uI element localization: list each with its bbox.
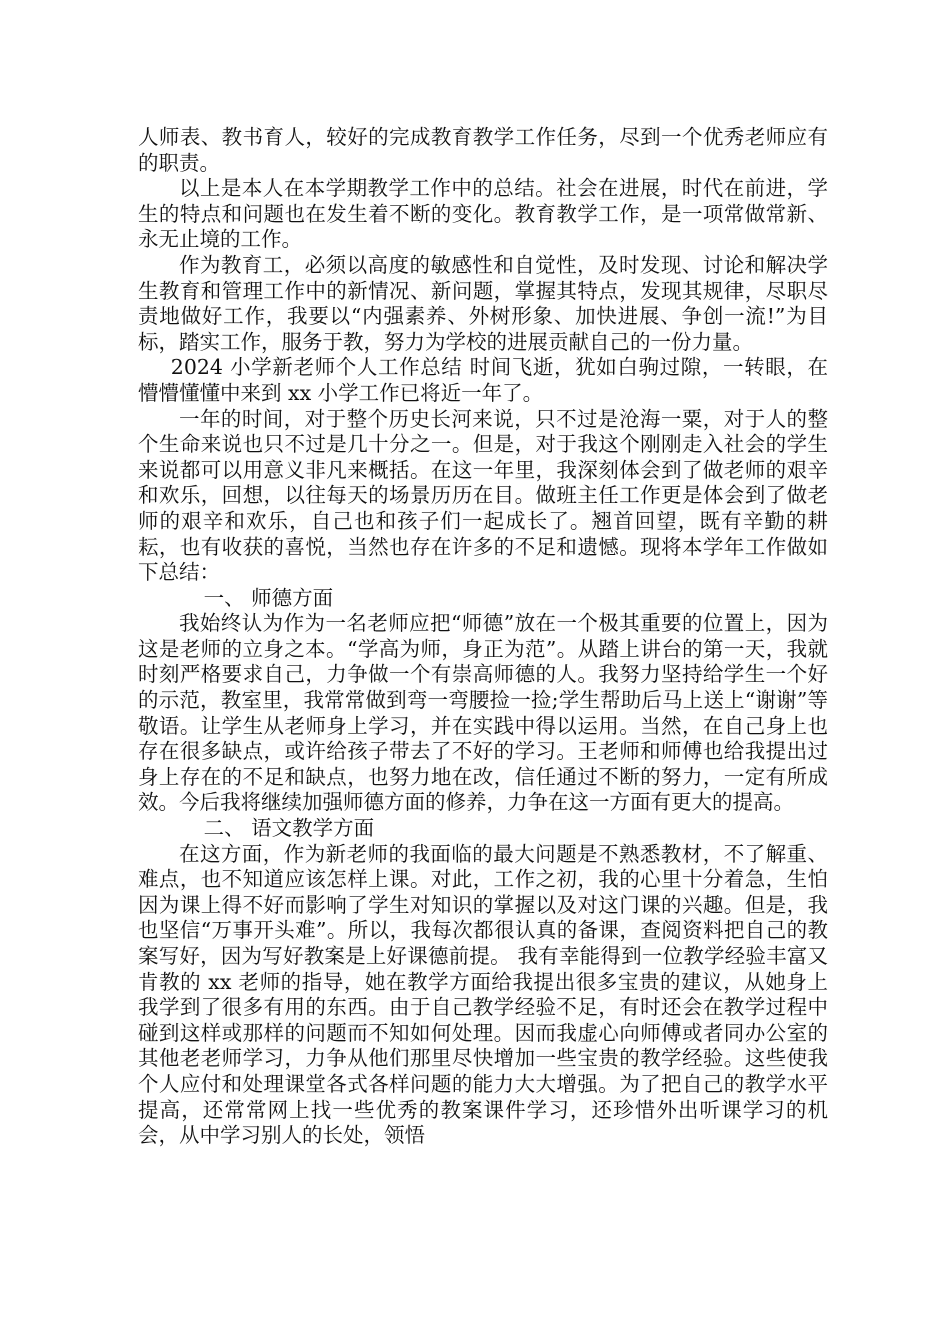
paragraph-7: 在这方面，作为新老师的我面临的最大问题是不熟悉教材，不了解重、难点，也不知道应该怎样上课。对此，工作之初，我的心里十分着急，生怕因为课上得不好而影响了学生对知识的掌握以及对这门课的兴趣。但是，我也坚信“万事开头难”。所以，我每次都很认真的备课，查阅资料把自己的教案写好，因为写好教案是上好课德前提。 我有幸能得到一位教学经验丰富又肯教的 xx 老师的指导，她在教学方面给我提出很多宝贵的建议，从她身上我学到了很多有用的东西。由于自己教学经验不足，有时还会在教学过程中碰到这样或那样的问题而不知如何处理。因而我虚心向师傅或者同办公室的其他老老师学习，力争从他们那里尽快增加一些宝贵的教学经验。这些使我个人应付和处理课堂各式各样问题的能力大大增强。为了把自己的教学水平提高，还常常网上找一些优秀的教案课件学习，还珍惜外出听课学习的机会，从中学习别人的长处，领悟 bbox=[138, 841, 828, 1148]
paragraph-5: 一年的时间，对于整个历史长河来说，只不过是沧海一粟，对于人的整个生命来说也只不过是几十分之一。但是，对于我这个刚刚走入社会的学生来说都可以用意义非凡来概括。在这一年里，我深刻体会到了做老师的艰辛和欢乐，回想，以往每天的场景历历在目。做班主任工作更是体会到了做老师的艰辛和欢乐，自己也和孩子们一起成长了。翘首回望，既有辛勤的耕耘，也有收获的喜悦，当然也存在许多的不足和遗憾。现将本学年工作做如下总结： bbox=[138, 406, 828, 585]
section-heading-2: 二、 语文教学方面 bbox=[203, 816, 375, 841]
paragraph-1: 人师表、教书育人，较好的完成教育教学工作任务，尽到一个优秀老师应有的职责。 bbox=[138, 125, 828, 175]
paragraph-6: 我始终认为作为一名老师应把“师德”放在一个极其重要的位置上，因为这是老师的立身之本。“学高为师，身正为范”。从踏上讲台的第一天，我就时刻严格要求自己，力争做一个有崇高师德的人。我努力坚持给学生一个好的示范，教室里，我常常做到弯一弯腰捡一捡;学生帮助后马上送上“谢谢”等敬语。让学生从老师身上学习，并在实践中得以运用。当然，在自己身上也存在很多缺点，或许给孩子带去了不好的学习。王老师和师傅也给我提出过身上存在的不足和缺点，也努力地在改，信任通过不断的努力，一定有所成效。今后我将继续加强师德方面的修养，力争在这一方面有更大的提高。 bbox=[138, 611, 828, 815]
section-heading-1: 一、 师德方面 bbox=[203, 585, 334, 610]
paragraph-3: 作为教育工，必须以高度的敏感性和自觉性，及时发现、讨论和解决学生教育和管理工作中的新情况、新问题，掌握其特点，发现其规律，尽职尽责地做好工作，我要以“内强素养、外树形象、加快进展、争创一流!”为目标，踏实工作，服务于教，努力为学校的进展贡献自己的一份力量。 bbox=[138, 252, 828, 354]
paragraph-4-title-intro: 2024 小学新老师个人工作总结 时间飞逝，犹如白驹过隙，一转眼，在懵懵懂懂中来到 xx 小学工作已将近一年了。 bbox=[138, 355, 828, 405]
paragraph-2: 以上是本人在本学期教学工作中的总结。社会在进展，时代在前进，学生的特点和问题也在发生着不断的变化。教育教学工作，是一项常做常新、永无止境的工作。 bbox=[138, 176, 828, 252]
document-body bbox=[138, 125, 828, 1149]
